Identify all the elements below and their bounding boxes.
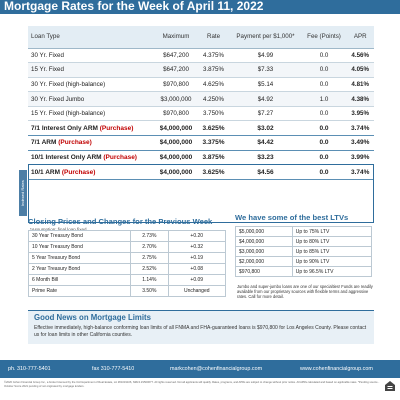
rate: 4.250%	[198, 92, 230, 107]
ltv-row	[236, 267, 372, 277]
news-text: Effective immediately, high-balance conforming loan limits of all FNMA and FHA-guaranteed loans is $970,800 for Los Angeles County. Please contact us for loan limits in other California counties.	[34, 325, 367, 338]
payment: $3.23	[229, 150, 301, 165]
loan-type-label: 30 Yr. Fixed (high-balance)	[31, 80, 106, 88]
loan-type-label: 10/1 Interest Only ARM	[31, 153, 102, 161]
header-bar	[0, 0, 400, 14]
rate-row	[28, 106, 374, 121]
ltv-amount: $970,800	[236, 267, 293, 277]
bond-change: +0.20	[168, 231, 226, 242]
maximum: $647,200	[154, 63, 197, 78]
rate: 3.875%	[198, 63, 230, 78]
loan-type-label: 15 Yr. Fixed	[31, 66, 64, 74]
bond-change: +0.32	[168, 242, 226, 253]
fee: 1.0	[302, 92, 347, 107]
closing-prices-table	[28, 230, 226, 297]
rate-row	[28, 77, 374, 92]
rate-row	[28, 92, 374, 107]
ltv-value: Up to 90% LTV	[292, 257, 371, 267]
apr: 4.81%	[346, 77, 374, 92]
arm-side-label: Indexed Rates	[19, 170, 27, 216]
bond-name: 30 Year Treasury Bond	[29, 231, 131, 242]
ltv-heading: We have some of the best LTVs	[235, 213, 349, 222]
bond-row	[29, 275, 226, 286]
apr: 3.49%	[346, 136, 374, 151]
purchase-tag: (Purchase)	[58, 139, 92, 147]
maximum: $4,000,000	[154, 136, 197, 151]
col-apr: APR	[346, 26, 374, 48]
ltv-value: Up to 85% LTV	[292, 247, 371, 257]
maximum: $4,000,000	[154, 165, 197, 180]
ltv-amount: $5,000,000	[236, 227, 293, 237]
loan-type	[28, 63, 154, 78]
apr: 3.74%	[346, 121, 374, 136]
bond-name: 2 Year Treasury Bond	[29, 264, 131, 275]
ltv-row	[236, 237, 372, 247]
purchase-tag: (Purchase)	[103, 153, 137, 161]
ltv-table	[235, 226, 372, 277]
col-maximum: Maximum	[154, 26, 197, 48]
ltv-value: Up to 80% LTV	[292, 237, 371, 247]
bond-row	[29, 253, 226, 264]
fee: 0.0	[302, 121, 347, 136]
loan-type-label: 30 Yr. Fixed Jumbo	[31, 95, 85, 103]
ltv-amount: $2,000,000	[236, 257, 293, 267]
apr: 4.38%	[346, 92, 374, 107]
bond-change: +0.09	[168, 275, 226, 286]
rate: 3.750%	[198, 106, 230, 121]
apr: 3.99%	[346, 150, 374, 165]
rate: 3.875%	[198, 150, 230, 165]
rate: 4.375%	[198, 48, 230, 63]
rate-row	[28, 48, 374, 63]
col-payment: Payment per $1,000*	[229, 26, 301, 48]
bond-value: 2.75%	[131, 253, 168, 264]
payment: $4.42	[229, 136, 301, 151]
arm-rate-row	[28, 150, 374, 165]
bond-row	[29, 231, 226, 242]
bond-name: Prime Rate	[29, 286, 131, 297]
rate: 3.375%	[198, 136, 230, 151]
apr: 3.95%	[346, 106, 374, 121]
payment: $7.27	[229, 106, 301, 121]
ltv-row	[236, 247, 372, 257]
arm-rate-row	[28, 165, 374, 180]
fee: 0.0	[302, 165, 347, 180]
loan-type-label: 10/1 ARM	[31, 168, 61, 176]
rates-header-row	[28, 26, 374, 48]
mortgage-rates-table	[28, 26, 374, 180]
bond-value: 2.73%	[131, 231, 168, 242]
bond-row	[29, 264, 226, 275]
equal-housing-icon	[384, 380, 396, 392]
fax-number: fax 310-777-5410	[92, 366, 135, 372]
arm-rate-row	[28, 136, 374, 151]
loan-type-label: 7/1 ARM	[31, 139, 57, 147]
loan-type	[28, 106, 154, 121]
bond-value: 3.50%	[131, 286, 168, 297]
loan-type	[28, 121, 154, 136]
bond-change: +0.08	[168, 264, 226, 275]
maximum: $647,200	[154, 48, 197, 63]
rates-footnote: *Assumption: final loan fixed	[30, 227, 87, 232]
fee: 0.0	[302, 136, 347, 151]
apr: 4.05%	[346, 63, 374, 78]
maximum: $3,000,000	[154, 92, 197, 107]
loan-type	[28, 165, 154, 180]
arm-rate-row	[28, 121, 374, 136]
closing-prices-heading: Closing Prices and Changes for the Previous Week	[28, 217, 213, 226]
bond-change: +0.19	[168, 253, 226, 264]
payment: $4.56	[229, 165, 301, 180]
maximum: $4,000,000	[154, 121, 197, 136]
loan-type	[28, 77, 154, 92]
contact-footer	[0, 360, 400, 378]
bond-name: 6 Month Bill	[29, 275, 131, 286]
bond-row	[29, 242, 226, 253]
loan-type-label: 7/1 Interest Only ARM	[31, 124, 98, 132]
ltv-amount: $3,000,000	[236, 247, 293, 257]
legal-disclaimer: ©2020 Cohen Financial Group Inc., a broker licensed by the CA Department of Real Estate, Lic #01019106, NMLS #1500677. All rights reserved. Not all applicants will qualify. Rates, programs, and APRs are subject to change without prior notice. All APRs calculated and based on applicable rates. *Pending source - October Score 2021 pending of not originated by mortgage lenders.	[4, 381, 380, 388]
website-link[interactable]: www.cohenfinancialgroup.com	[300, 366, 373, 372]
bond-value: 1.14%	[131, 275, 168, 286]
purchase-tag: (Purchase)	[99, 124, 134, 132]
bond-row	[29, 286, 226, 297]
rate: 3.625%	[198, 121, 230, 136]
col-rate: Rate	[198, 26, 230, 48]
payment: $3.02	[229, 121, 301, 136]
page-title: Mortgage Rates for the Week of April 11, 2022	[4, 0, 264, 13]
loan-type	[28, 48, 154, 63]
loan-type	[28, 92, 154, 107]
payment: $4.92	[229, 92, 301, 107]
apr: 4.56%	[346, 48, 374, 63]
bond-value: 2.70%	[131, 242, 168, 253]
fee: 0.0	[302, 106, 347, 121]
apr: 3.74%	[346, 165, 374, 180]
ltv-row	[236, 257, 372, 267]
bond-name: 10 Year Treasury Bond	[29, 242, 131, 253]
loan-type	[28, 150, 154, 165]
rate: 4.625%	[198, 77, 230, 92]
ltv-row	[236, 227, 372, 237]
ltv-value: Up to 75% LTV	[292, 227, 371, 237]
news-box	[28, 310, 374, 344]
payment: $5.14	[229, 77, 301, 92]
news-title: Good News on Mortgage Limits	[34, 313, 151, 322]
payment: $7.33	[229, 63, 301, 78]
ltv-value: Up to 96.5% LTV	[292, 267, 371, 277]
loan-type-label: 30 Yr. Fixed	[31, 51, 64, 59]
maximum: $970,800	[154, 106, 197, 121]
fee: 0.0	[302, 48, 347, 63]
email-link[interactable]: markcohen@cohenfinancialgroup.com	[170, 366, 263, 372]
loan-type	[28, 136, 154, 151]
maximum: $4,000,000	[154, 150, 197, 165]
col-fee: Fee (Points)	[302, 26, 347, 48]
bond-change: Unchanged	[168, 286, 226, 297]
fee: 0.0	[302, 150, 347, 165]
fee: 0.0	[302, 63, 347, 78]
payment: $4.99	[229, 48, 301, 63]
rate: 3.625%	[198, 165, 230, 180]
col-loan-type: Loan Type	[28, 26, 154, 48]
purchase-tag: (Purchase)	[61, 168, 96, 176]
ltv-amount: $4,000,000	[236, 237, 293, 247]
bond-name: 5 Year Treasury Bond	[29, 253, 131, 264]
maximum: $970,800	[154, 77, 197, 92]
bond-value: 2.52%	[131, 264, 168, 275]
loan-type-label: 15 Yr. Fixed (high-balance)	[31, 110, 106, 118]
ltv-note: Jumbo and super-jumbo loans are one of our specialties! Funds are readily available from our proprietary sources with flexible terms and aggressive rates. Call for more detail.	[237, 284, 373, 300]
phone-number: ph. 310-777-5401	[8, 366, 51, 372]
fee: 0.0	[302, 77, 347, 92]
rate-row	[28, 63, 374, 78]
